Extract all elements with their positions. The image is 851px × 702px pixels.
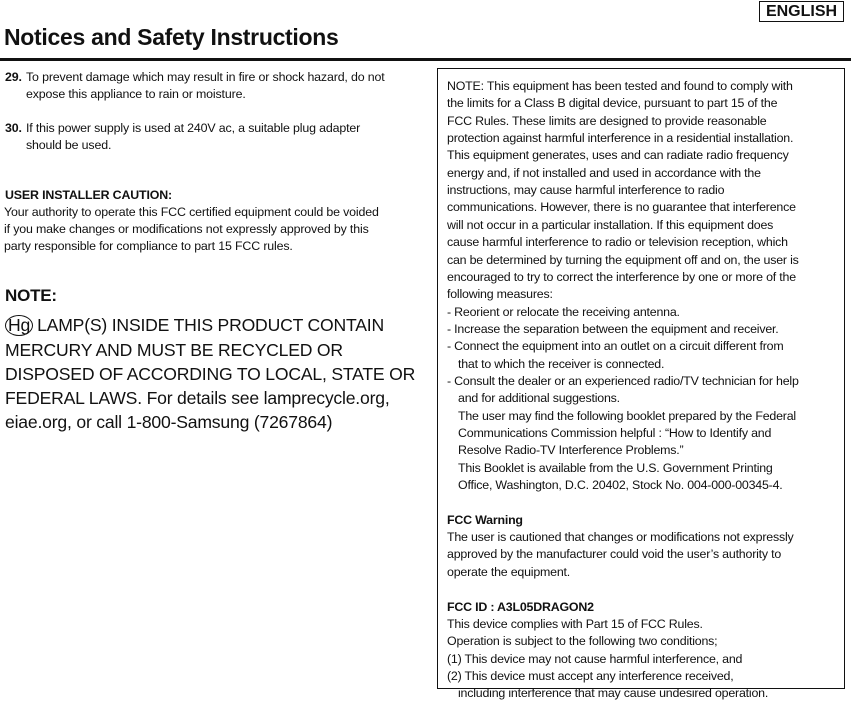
fcc-notice-line: Communications Commission helpful : “How to Identify and	[458, 426, 772, 440]
note-line: MERCURY AND MUST BE RECYCLED OR	[5, 340, 343, 360]
note-text: LAMP(S) INSIDE THIS PRODUCT CONTAIN	[37, 315, 384, 335]
caution-text: if you make changes or modifications not expressly approved by this	[4, 222, 369, 236]
caution-heading: USER INSTALLER CAUTION:	[5, 188, 173, 202]
caution-text: Your authority to operate this FCC certified equipment could be voided	[4, 205, 379, 219]
fcc-notice-line: Operation is subject to the following two conditions;	[447, 634, 718, 649]
fcc-notice-line: (1) This device may not cause harmful interference, and	[447, 651, 743, 666]
note-line: DISPOSED OF ACCORDING TO LOCAL, STATE OR	[5, 364, 416, 384]
fcc-notice-line: This device complies with Part 15 of FCC Rules.	[447, 616, 703, 631]
fcc-notice-line: - Consult the dealer or an experienced radio/TV technician for help	[447, 373, 799, 388]
fcc-notice-line: NOTE: This equipment has been tested and found to comply with	[447, 79, 793, 93]
fcc-notice-line: will not occur in a particular installation. If this equipment does	[447, 217, 774, 232]
fcc-notice-line: encouraged to try to correct the interference by one or more of the	[447, 269, 796, 284]
item-text: expose this appliance to rain or moisture.	[26, 87, 246, 101]
mercury-hg-symbol-icon: Hg	[5, 315, 33, 336]
fcc-notice-line: that to which the receiver is connected.	[458, 356, 665, 371]
fcc-notice-line: The user may find the following booklet prepared by the Federal	[458, 408, 796, 423]
note-line: FEDERAL LAWS. For details see lamprecycle.org,	[5, 388, 390, 408]
item-text: To prevent damage which may result in fire or shock hazard, do not	[26, 70, 385, 84]
fcc-notice-line: communications. However, there is no guarantee that interference	[447, 200, 796, 215]
fcc-notice-line: - Connect the equipment into an outlet on a circuit different from	[447, 339, 784, 354]
fcc-notice-line: This Booklet is available from the U.S. Government Printing	[458, 460, 773, 475]
fcc-notice-line: The user is cautioned that changes or modifications not expressly	[447, 530, 794, 545]
item-number: 29.	[5, 70, 22, 84]
fcc-notice-line: This equipment generates, uses and can radiate radio frequency	[447, 148, 789, 163]
language-badge: ENGLISH	[759, 1, 844, 22]
fcc-notice-line: (2) This device must accept any interference received,	[447, 668, 734, 683]
item-text: If this power supply is used at 240V ac, a suitable plug adapter	[26, 121, 361, 135]
fcc-notice-line: Resolve Radio-TV Interference Problems.”	[458, 443, 684, 458]
fcc-notice-line: approved by the manufacturer could void the user’s authority to	[447, 547, 782, 562]
fcc-notice-line: can be determined by turning the equipment off and on, the user is	[447, 252, 799, 267]
fcc-notice-line: the limits for a Class B digital device, pursuant to part 15 of the	[447, 96, 778, 111]
page-title: Notices and Safety Instructions	[4, 24, 339, 50]
fcc-notice-line: including interference that may cause undesired operation.	[458, 686, 769, 701]
fcc-notice-box	[437, 68, 845, 701]
fcc-notice-line: operate the equipment.	[447, 564, 571, 579]
item-number: 30.	[5, 121, 22, 135]
fcc-notice-line: FCC Rules. These limits are designed to provide reasonable	[447, 113, 767, 128]
fcc-notice-line: cause harmful interference to radio or television reception, which	[447, 235, 788, 250]
fcc-notice-line: and for additional suggestions.	[458, 391, 620, 406]
note-line: eiae.org, or call 1-800-Samsung (7267864)	[5, 412, 333, 432]
fcc-notice-line: - Increase the separation between the equipment and receiver.	[447, 321, 779, 336]
fcc-notice-line: instructions, may cause harmful interference to radio	[447, 183, 725, 198]
item-text: should be used.	[26, 138, 112, 152]
fcc-notice-line: - Reorient or relocate the receiving antenna.	[447, 304, 680, 319]
fcc-notice-line: Office, Washington, D.C. 20402, Stock No. 004-000-00345-4.	[458, 478, 783, 493]
section-heading: FCC ID : A3L05DRAGON2	[447, 599, 594, 614]
fcc-notice-line: protection against harmful interference in a residential installation.	[447, 131, 794, 146]
fcc-notice-line: energy and, if not installed and used in accordance with the	[447, 165, 761, 180]
caution-text: party responsible for compliance to part 15 FCC rules.	[4, 239, 293, 253]
section-heading: FCC Warning	[447, 512, 523, 527]
title-divider	[0, 58, 851, 61]
note-heading: NOTE:	[5, 286, 57, 305]
fcc-notice-line: following measures:	[447, 287, 553, 302]
note-line	[5, 315, 384, 336]
